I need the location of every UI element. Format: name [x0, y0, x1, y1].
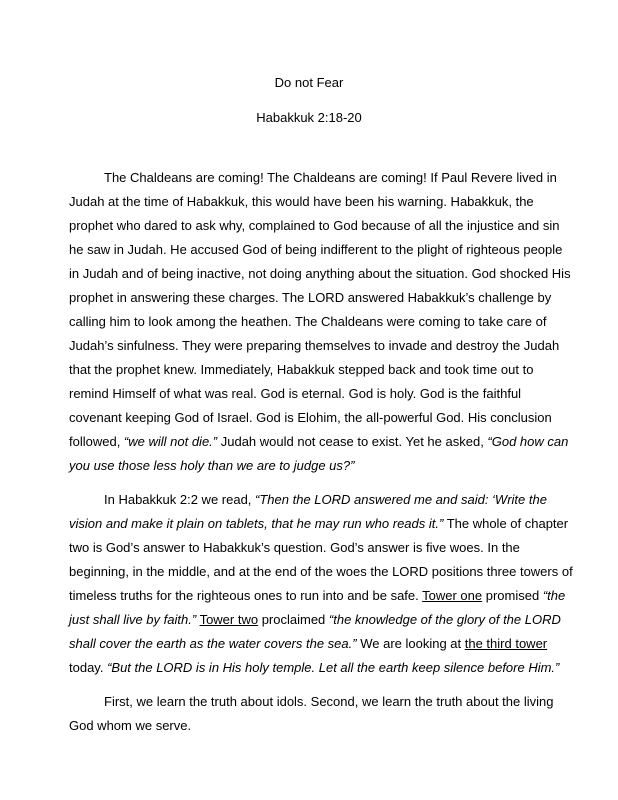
text-run: We are looking at [356, 636, 465, 651]
quote-run: you use those less holy than we are to judge us?” [69, 458, 355, 473]
text-line: he saw in Judah. He accused God of being indifferent to the plight of righteous people [69, 242, 563, 257]
quote-run: shall cover the earth as the water covers the sea.” [69, 636, 357, 651]
text-line: God whom we serve. [69, 718, 192, 733]
text-run: Judah would not cease to exist. Yet he asked, [217, 434, 488, 449]
page-title: Do not Fear [274, 75, 344, 90]
text-line: in Judah and of being inactive, not doing anything about the situation. God shocked His [69, 266, 571, 281]
text-run: The whole of chapter [443, 516, 569, 531]
underlined-run: Tower one [422, 588, 483, 603]
text-run: proclaimed [258, 612, 329, 627]
text-line [69, 430, 569, 454]
quote-run: “the [542, 588, 566, 603]
quote-run: just shall live by faith.” [69, 612, 197, 627]
text-line: two is God’s answer to Habakkuk’s question. God’s answer is five woes. In the [69, 540, 520, 555]
quote-run: vision and make it plain on tablets, that he may run who reads it.” [69, 516, 444, 531]
quote-run: “the knowledge of the glory of the LORD [328, 612, 561, 627]
paragraph-3 [69, 690, 559, 738]
text-run: today. [69, 660, 108, 675]
text-line: Judah at the time of Habakkuk, this would have been his warning. Habakkuk, the [69, 194, 534, 209]
document-body [69, 166, 573, 748]
text-line: First, we learn the truth about idols. Second, we learn the truth about the living [104, 694, 554, 709]
text-line [69, 608, 559, 632]
text-line: calling him to look among the heathen. The Chaldeans were coming to take care of [69, 314, 547, 329]
text-line: that the prophet knew. Immediately, Habakkuk stepped back and took time out to [69, 362, 534, 377]
text-line: Judah’s sinfulness. They were preparing themselves to invade and destroy the Judah [69, 338, 560, 353]
text-line [69, 656, 559, 680]
text-line: prophet in answering these charges. The LORD answered Habakkuk’s challenge by [69, 290, 552, 305]
text-line [69, 632, 559, 656]
text-line: The Chaldeans are coming! The Chaldeans are coming! If Paul Revere lived in [104, 170, 557, 185]
text-line [69, 488, 559, 512]
text-line: beginning, in the middle, and at the end of the woes the LORD positions three towers of [69, 564, 573, 579]
text-line [69, 584, 566, 608]
paragraph-1 [69, 166, 571, 478]
text-line: prophet who dared to ask why, complained to God because of all the injustice and sin [69, 218, 560, 233]
quote-run: “Then the LORD answered me and said: ‘Write the [255, 492, 547, 507]
text-line: remind Himself of what was real. God is eternal. God is holy. God is the faithful [69, 386, 522, 401]
paragraph-2 [69, 488, 573, 680]
underlined-run: Tower two [199, 612, 259, 627]
underlined-run: the third tower [464, 636, 548, 651]
quote-run: “But the LORD is in His holy temple. Let all the earth keep silence before Him.” [107, 660, 560, 675]
text-line [69, 512, 569, 536]
text-run: followed, [69, 434, 124, 449]
scripture-reference: Habakkuk 2:18-20 [256, 110, 362, 125]
text-line: covenant keeping God of Israel. God is Elohim, the all-powerful God. His conclusion [69, 410, 552, 425]
text-run: promised [482, 588, 543, 603]
quote-run: “we will not die.” [123, 434, 218, 449]
text-run: timeless truths for the righteous ones to run into and be safe. [69, 588, 423, 603]
quote-run: “God how can [487, 434, 569, 449]
text-run: In Habakkuk 2:2 we read, [104, 492, 256, 507]
text-line [69, 454, 559, 478]
